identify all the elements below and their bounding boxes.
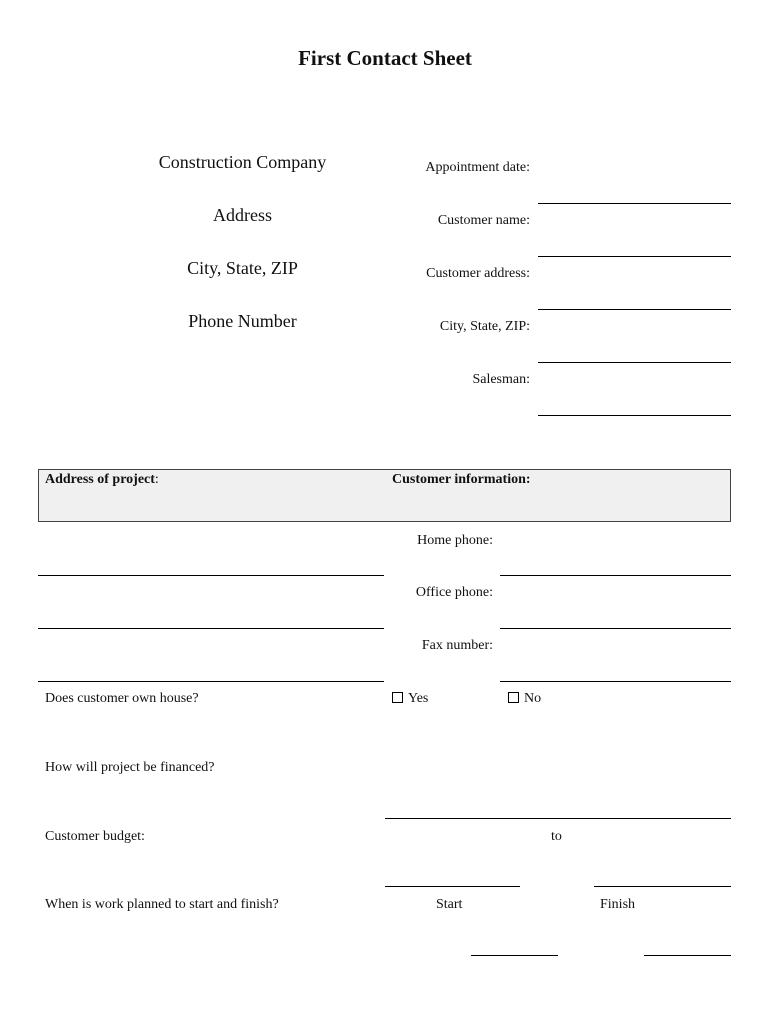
budget-max-field[interactable] (594, 886, 731, 887)
work-planned-question: When is work planned to start and finish? (45, 897, 279, 912)
financed-question: How will project be financed? (45, 760, 215, 775)
customer-city-state-zip-label: City, State, ZIP: (439, 319, 530, 334)
company-phone: Phone Number (188, 311, 297, 331)
customer-name-field[interactable] (538, 256, 731, 257)
customer-address-label: Customer address: (426, 266, 530, 281)
salesman-field[interactable] (538, 415, 731, 416)
customer-city-state-zip-field[interactable] (538, 362, 731, 363)
budget-to-label: to (551, 829, 562, 844)
office-phone-label: Office phone: (415, 585, 493, 600)
page-title: First Contact Sheet (298, 46, 472, 70)
salesman-label: Salesman: (472, 372, 530, 387)
project-address-line-1[interactable] (38, 575, 384, 576)
customer-information-heading: Customer information: (392, 472, 531, 487)
fax-number-field[interactable] (500, 681, 731, 682)
own-house-question: Does customer own house? (45, 691, 199, 706)
yes-checkbox[interactable] (392, 692, 403, 703)
home-phone-field[interactable] (500, 575, 731, 576)
company-address: Address (213, 205, 272, 225)
yes-option[interactable] (392, 691, 428, 707)
home-phone-label: Home phone: (417, 533, 493, 548)
company-name: Construction Company (158, 152, 327, 172)
finish-date-field[interactable] (644, 955, 731, 956)
budget-min-field[interactable] (385, 886, 520, 887)
financed-field[interactable] (385, 818, 731, 819)
address-of-project-text: Address of project (45, 472, 155, 487)
no-checkbox[interactable] (508, 692, 519, 703)
appointment-date-label: Appointment date: (425, 160, 530, 175)
address-of-project-colon: : (154, 472, 159, 487)
info-header-box (38, 469, 731, 522)
company-city-state-zip: City, State, ZIP (187, 258, 298, 278)
appointment-date-field[interactable] (538, 203, 731, 204)
office-phone-field[interactable] (500, 628, 731, 629)
yes-label: Yes (408, 691, 429, 706)
project-address-line-2[interactable] (38, 628, 384, 629)
no-option[interactable] (508, 691, 541, 707)
customer-address-field[interactable] (538, 309, 731, 310)
project-address-line-3[interactable] (38, 681, 384, 682)
budget-label: Customer budget: (45, 829, 145, 844)
fax-number-label: Fax number: (421, 638, 493, 653)
finish-label: Finish (600, 897, 636, 912)
start-label: Start (436, 897, 463, 912)
customer-name-label: Customer name: (437, 213, 530, 228)
start-date-field[interactable] (471, 955, 558, 956)
address-of-project-heading (45, 472, 159, 488)
no-label: No (524, 691, 542, 706)
